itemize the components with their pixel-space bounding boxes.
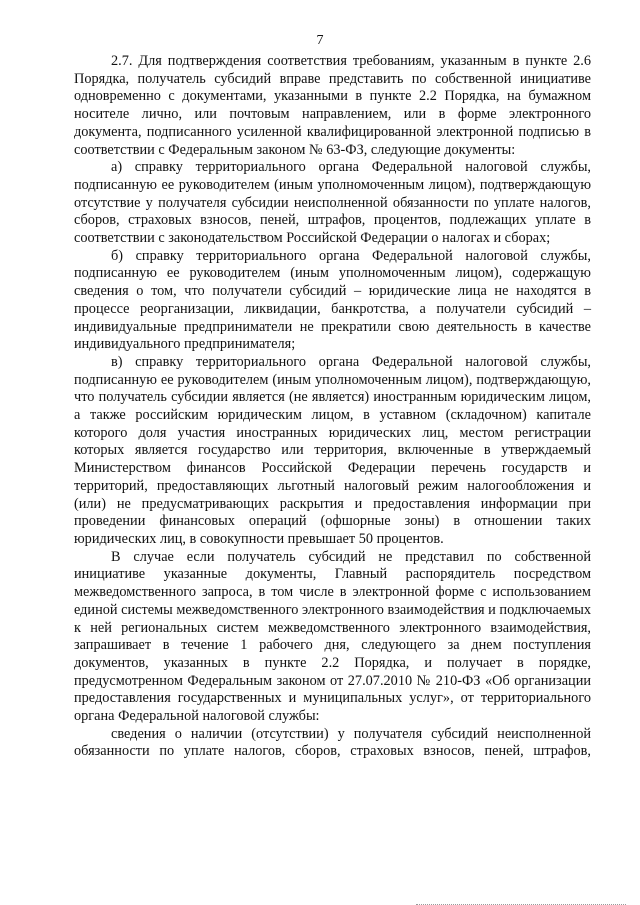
- paragraph-item-v: в) справку территориального органа Федеральной налоговой службы, подписанную ее руководителем (иным уполномоченным лицом), подтверждающую, что получатель субсидии является (не является) иностранным юридическим лицом, а также российским юридическим лицом, в уставном (складочном) капитале которого доля участия иностранных юридических лиц, местом регистрации которых является государство или территория, включенные в утверждаемый Министерством финансов Российской Федерации перечень государств и территорий, предоставляющих льготный налоговый режим налогообложения и (или) не предусматривающих раскрытия и предоставления информации при проведении финансовых операций (офшорные зоны) в отношении таких юридических лиц, в совокупности превышает 50 процентов.: [74, 353, 591, 547]
- paragraph-item-b: б) справку территориального органа Федеральной налоговой службы, подписанную ее руководителем (иным уполномоченным лицом), содержащую сведения о том, что получатели субсидий – юридические лица не находятся в процессе реорганизации, ликвидации, банкротства, а получатели субсидий – индивидуальные предприниматели не прекратили свою деятельность в качестве индивидуального предпринимателя;: [74, 247, 591, 353]
- document-body: [74, 53, 591, 761]
- paragraph-interagency-request: В случае если получатель субсидий не представил по собственной инициативе указанные документы, Главный распорядитель посредством межведомственного запроса, в том числе в электронной форме с использованием единой системы межведомственного электронного взаимодействия и подключаемых к ней региональных систем межведомственного электронного взаимодействия, запрашивает в течение 1 рабочего дня, следующего за днем поступления документов, указанных в пункте 2.2 Порядка, и получает в порядке, предусмотренном Федеральным законом от 27.07.2010 № 210-ФЗ «Об организации предоставления государственных и муниципальных услуг», от территориального органа Федеральной налоговой службы:: [74, 548, 591, 725]
- page-number: 7: [316, 33, 324, 48]
- paragraph-item-a: а) справку территориального органа Федеральной налоговой службы, подписанную ее руководителем (иным уполномоченным лицом), подтверждающую отсутствие у получателя субсидии неисполненной обязанности по уплате налогов, сборов, страховых взносов, пеней, штрафов, процентов, подлежащих уплате в соответствии с законодательством Российской Федерации о налогах и сборах;: [74, 159, 591, 247]
- paragraph-tax-arrears-info: сведения о наличии (отсутствии) у получателя субсидий неисполненной обязанности по уплате налогов, сборов, страховых взносов, пеней, штрафов,: [74, 725, 591, 760]
- scan-edge-line: [416, 899, 626, 905]
- paragraph-2-7: 2.7. Для подтверждения соответствия требованиям, указанным в пункте 2.6 Порядка, получатель субсидий вправе представить по собственной инициативе одновременно с документами, указанными в пункте 2.2 Порядка, на бумажном носителе лично, или почтовым направлением, или в форме электронного документа, подписанного усиленной квалифицированной электронной подписью в соответствии с Федеральным законом № 63-ФЗ, следующие документы:: [74, 53, 591, 158]
